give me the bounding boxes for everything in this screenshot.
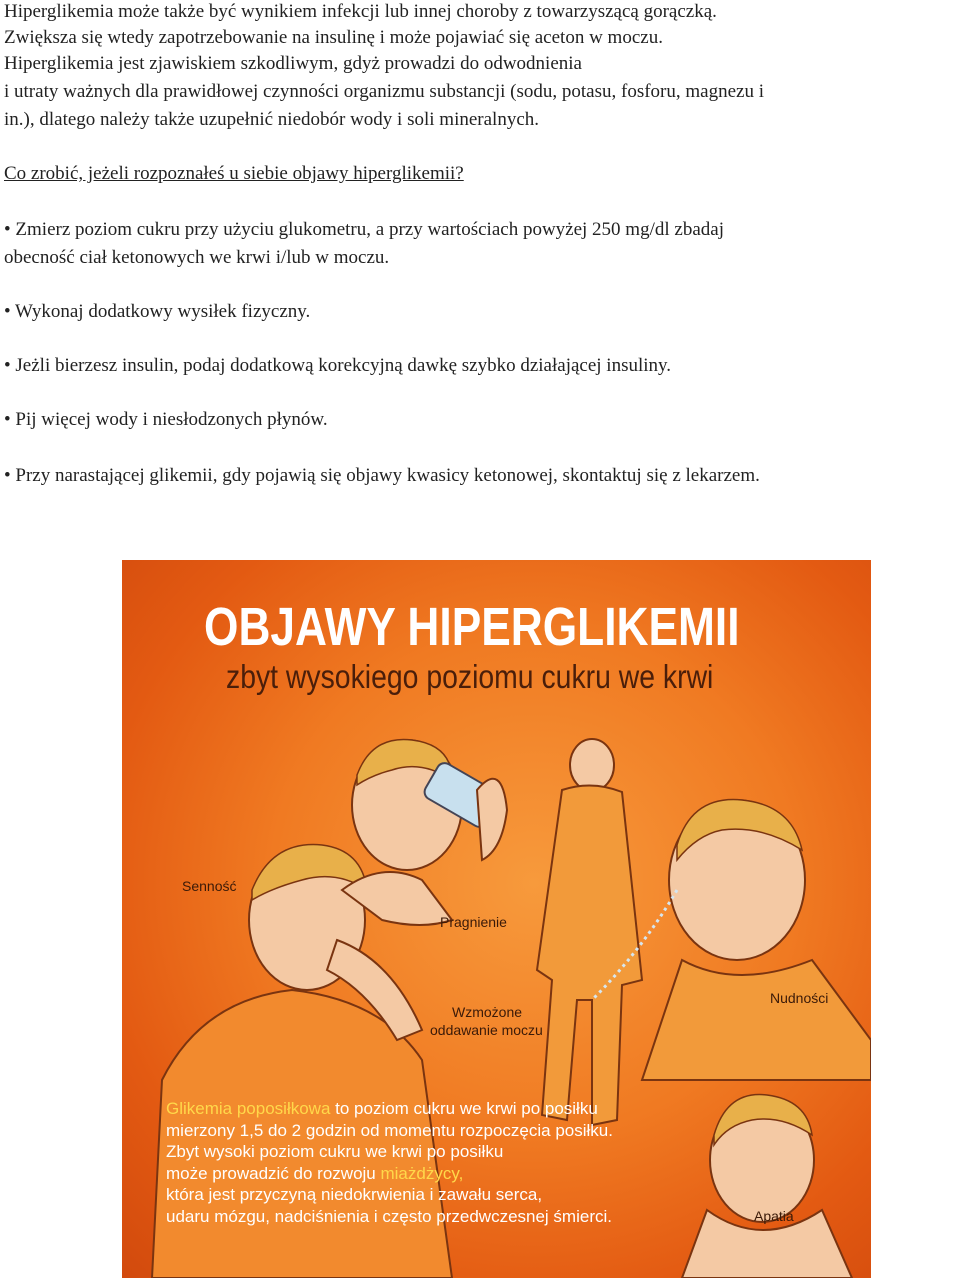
bullet-1-line-2: obecność ciał ketonowych we krwi i/lub w moczu. — [4, 247, 390, 268]
note-line-1: to poziom cukru we krwi po posiłku — [330, 1099, 598, 1118]
note-line-5: która jest przyczyną niedokrwienia i zawału serca, — [166, 1185, 543, 1205]
bullet-2: • Wykonaj dodatkowy wysiłek fizyczny. — [4, 301, 311, 322]
thirsty-man-illustration — [342, 739, 507, 925]
note-line-3: Zbyt wysoki poziom cukru we krwi po posiłku — [166, 1142, 504, 1162]
note-line-4: może prowadzić do rozwoju — [166, 1163, 381, 1183]
paragraph-line-2: Zwiększa się wtedy zapotrzebowanie na insulinę i może pojawiać się aceton w moczu. — [4, 27, 663, 48]
note-line-4-highlight: miażdżycy, — [380, 1163, 464, 1183]
paragraph-line-5: in.), dlatego należy także uzupełnić niedobór wody i soli mineralnych. — [4, 109, 539, 130]
label-wzmozone-1: Wzmożone — [452, 1004, 523, 1020]
note-highlight: Glikemia poposiłkowa — [166, 1099, 331, 1118]
paragraph-line-3: Hiperglikemia jest zjawiskiem szkodliwym, gdyż prowadzi do odwodnienia — [4, 53, 582, 74]
bullet-5: • Przy narastającej glikemii, gdy pojawią się objawy kwasicy ketonowej, skontaktuj się z lekarzem. — [4, 465, 760, 486]
paragraph-line-4: i utraty ważnych dla prawidłowej czynności organizmu substancji (sodu, potasu, fosforu, magnezu i — [4, 81, 764, 102]
note-line-2: mierzony 1,5 do 2 godzin od momentu rozpoczęcia posiłku. — [166, 1120, 613, 1140]
bullet-4: • Pij więcej wody i niesłodzonych płynów. — [4, 409, 328, 430]
postprandial-glycemia-note — [166, 1098, 613, 1228]
urinating-man-illustration — [537, 739, 642, 1125]
label-wzmozone-2: oddawanie moczu — [430, 1022, 543, 1038]
paragraph-line-1: Hiperglikemia może także być wynikiem infekcji lub innej choroby z towarzyszącą gorączką. — [4, 1, 717, 22]
poster-subtitle: zbyt wysokiego poziomu cukru we krwi — [226, 658, 714, 695]
apathetic-man-illustration — [682, 1095, 852, 1278]
label-sennosc: Senność — [182, 878, 237, 894]
bullet-1-line-1: • Zmierz poziom cukru przy użyciu glukometru, a przy wartościach powyżej 250 mg/dl zbadaj — [4, 219, 724, 240]
bullet-3: • Jeżli bierzesz insulin, podaj dodatkową korekcyjną dawkę szybko działającej insuliny. — [4, 355, 672, 376]
section-question: Co zrobić, jeżeli rozpoznałeś u siebie objawy hiperglikemii? — [4, 163, 464, 184]
hyperglycemia-poster — [122, 560, 871, 1278]
note-line-6: udaru mózgu, nadciśnienia i często przedwczesnej śmierci. — [166, 1206, 612, 1226]
label-apatia: Apatia — [754, 1208, 794, 1224]
label-pragnienie: Pragnienie — [440, 914, 507, 930]
label-nudnosci: Nudności — [770, 990, 829, 1006]
poster-title: OBJAWY HIPERGLIKEMII — [204, 597, 740, 657]
